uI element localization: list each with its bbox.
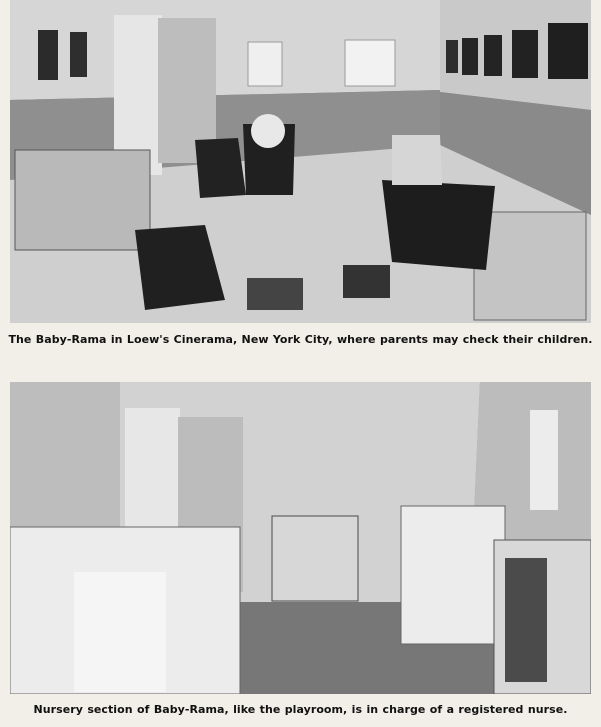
nursery-photo — [10, 382, 591, 694]
nursery-caption: Nursery section of Baby-Rama, like the playroom, is in charge of a registered nurse. — [33, 703, 568, 716]
playroom-caption: The Baby-Rama in Loew's Cinerama, New York City, where parents may check their children. — [8, 333, 593, 346]
playroom-photo — [10, 0, 591, 323]
